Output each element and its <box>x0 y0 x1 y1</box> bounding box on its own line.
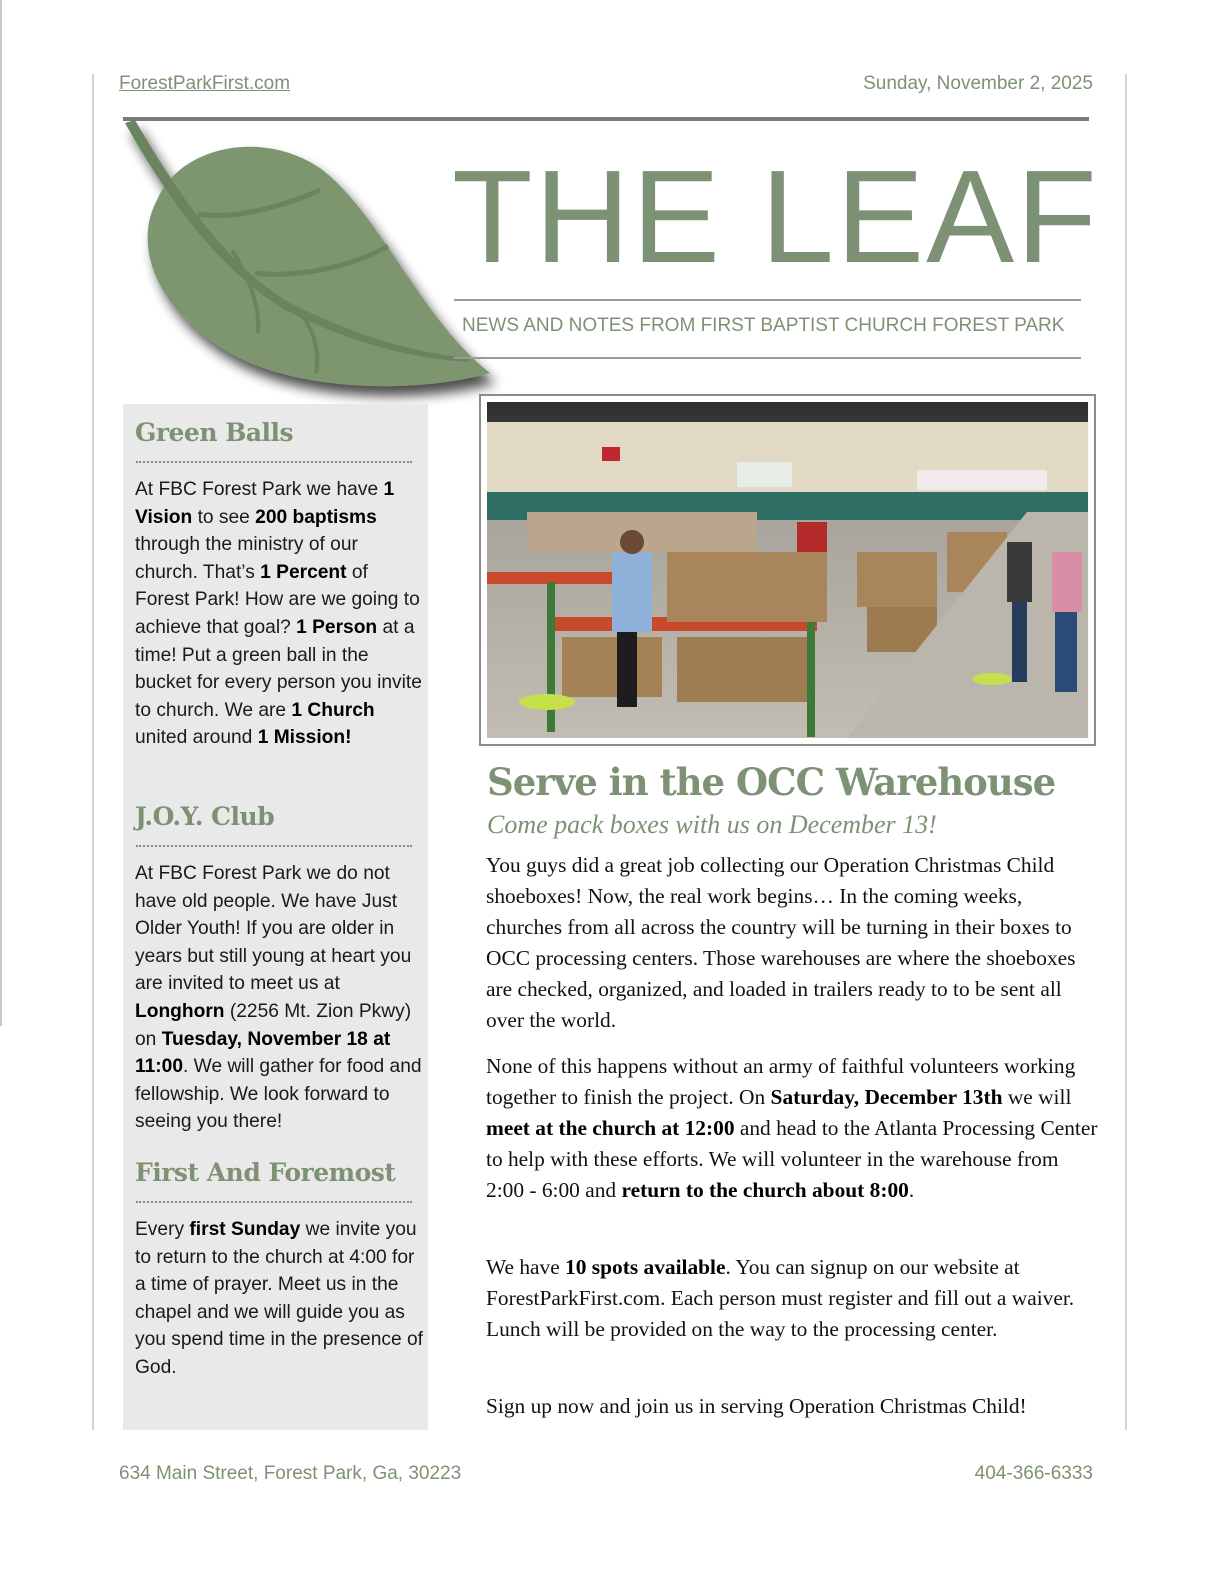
page-border-right <box>1125 74 1127 1430</box>
footer-address: 634 Main Street, Forest Park, Ga, 30223 <box>119 1463 462 1484</box>
issue-date: Sunday, November 2, 2025 <box>863 73 1093 94</box>
emphasis-text: Longhorn <box>135 1000 225 1022</box>
body-text: at a time! Put a green ball in the bucket for every person you invite to church. We are <box>135 616 422 721</box>
dotted-divider <box>136 845 412 847</box>
body-text: Every <box>135 1219 190 1240</box>
emphasis-text: 1 Person <box>296 616 378 638</box>
newsletter-title: THE LEAF <box>452 143 1099 290</box>
emphasis-text: return to the church about 8:00 <box>621 1178 909 1202</box>
body-text: we will <box>1002 1085 1072 1109</box>
emphasis-text: 1 Vision <box>135 479 395 528</box>
subtitle-rule-top <box>454 299 1081 301</box>
sidebar-heading: J.O.Y. Club <box>135 802 275 831</box>
emphasis-text: 1 Mission! <box>257 727 352 749</box>
body-text: Sign up now and join us in serving Operation Christmas Child! <box>486 1394 1027 1418</box>
newsletter-subtitle: NEWS AND NOTES FROM FIRST BAPTIST CHURCH FOREST PARK <box>462 315 1065 336</box>
emphasis-text: 10 spots available <box>565 1255 726 1279</box>
article-photo-frame <box>479 394 1096 746</box>
emphasis-text: 200 baptisms <box>255 506 377 528</box>
emphasis-text: 1 Percent <box>260 561 347 583</box>
body-text: to see <box>192 506 256 528</box>
emphasis-text: meet at the church at 12:00 <box>486 1116 735 1140</box>
body-text: through the ministry of our church. That’s <box>135 534 358 583</box>
sidebar-heading: Green Balls <box>135 418 294 447</box>
sidebar <box>123 404 428 1430</box>
article-headline: Serve in the OCC Warehouse <box>487 760 1056 804</box>
article-paragraph <box>486 1051 1098 1206</box>
body-text: of Forest Park! How are we going to achieve that goal? <box>135 561 420 638</box>
sidebar-text <box>135 1216 425 1382</box>
body-text: . We will gather for food and fellowship. We look forward to seeing you there! <box>135 1056 422 1133</box>
subtitle-rule-bottom <box>454 357 1081 359</box>
emphasis-text: first Sunday <box>189 1219 301 1240</box>
article-paragraph <box>486 850 1098 1036</box>
body-text: (2256 Mt. Zion Pkwy) on <box>135 1000 412 1050</box>
dotted-divider <box>136 1201 412 1203</box>
body-text: At FBC Forest Park we do not have old people. We have Just Older Youth! If you are older in years but still young at heart you are invited to meet us at <box>135 863 412 995</box>
body-text: . You can signup on our website at ForestParkFirst.com. Each person must register and fill out a waiver. Lunch will be provided on the way to the processing center. <box>486 1255 1075 1341</box>
sidebar-text <box>135 860 425 1136</box>
body-text: we invite you to return to the church at 4:00 for a time of prayer. Meet us in the chapel and we will guide you as you spend time in the presence of God. <box>135 1219 423 1378</box>
emphasis-text: Tuesday, November 18 at 11:00 <box>135 1028 391 1078</box>
page-border-left <box>92 74 94 1430</box>
body-text: united around <box>135 727 258 749</box>
emphasis-text: 1 Church <box>291 699 375 721</box>
dotted-divider <box>136 461 412 463</box>
article-paragraph <box>486 1391 1098 1422</box>
body-text: We have <box>486 1255 566 1279</box>
website-link[interactable]: ForestParkFirst.com <box>119 73 291 94</box>
body-text: . <box>908 1178 915 1202</box>
column-divider <box>0 0 2 1026</box>
article-paragraph <box>486 1252 1098 1345</box>
body-text: and head to the Atlanta Processing Center to help with these efforts. We will volunteer in the warehouse from 2:00 - 6:00 and <box>486 1116 1098 1202</box>
footer-phone: 404-366-6333 <box>974 1463 1093 1484</box>
sidebar-text <box>135 476 425 752</box>
emphasis-text: Saturday, December 13th <box>770 1085 1003 1109</box>
body-text: None of this happens without an army of faithful volunteers working together to finish the project. On <box>486 1054 1076 1109</box>
body-text: At FBC Forest Park we have <box>135 479 384 500</box>
article-subheadline: Come pack boxes with us on December 13! <box>487 810 937 839</box>
sidebar-heading: First And Foremost <box>135 1158 396 1187</box>
body-text: You guys did a great job collecting our Operation Christmas Child shoeboxes! Now, the real work begins… In the coming weeks, churches from all across the country will be turning in their boxes to OCC processing centers. Those warehouses are where the shoeboxes are checked, organized, and loaded in trailers ready to to be sent all over the world. <box>486 853 1076 1032</box>
warehouse-photo <box>487 402 1088 738</box>
